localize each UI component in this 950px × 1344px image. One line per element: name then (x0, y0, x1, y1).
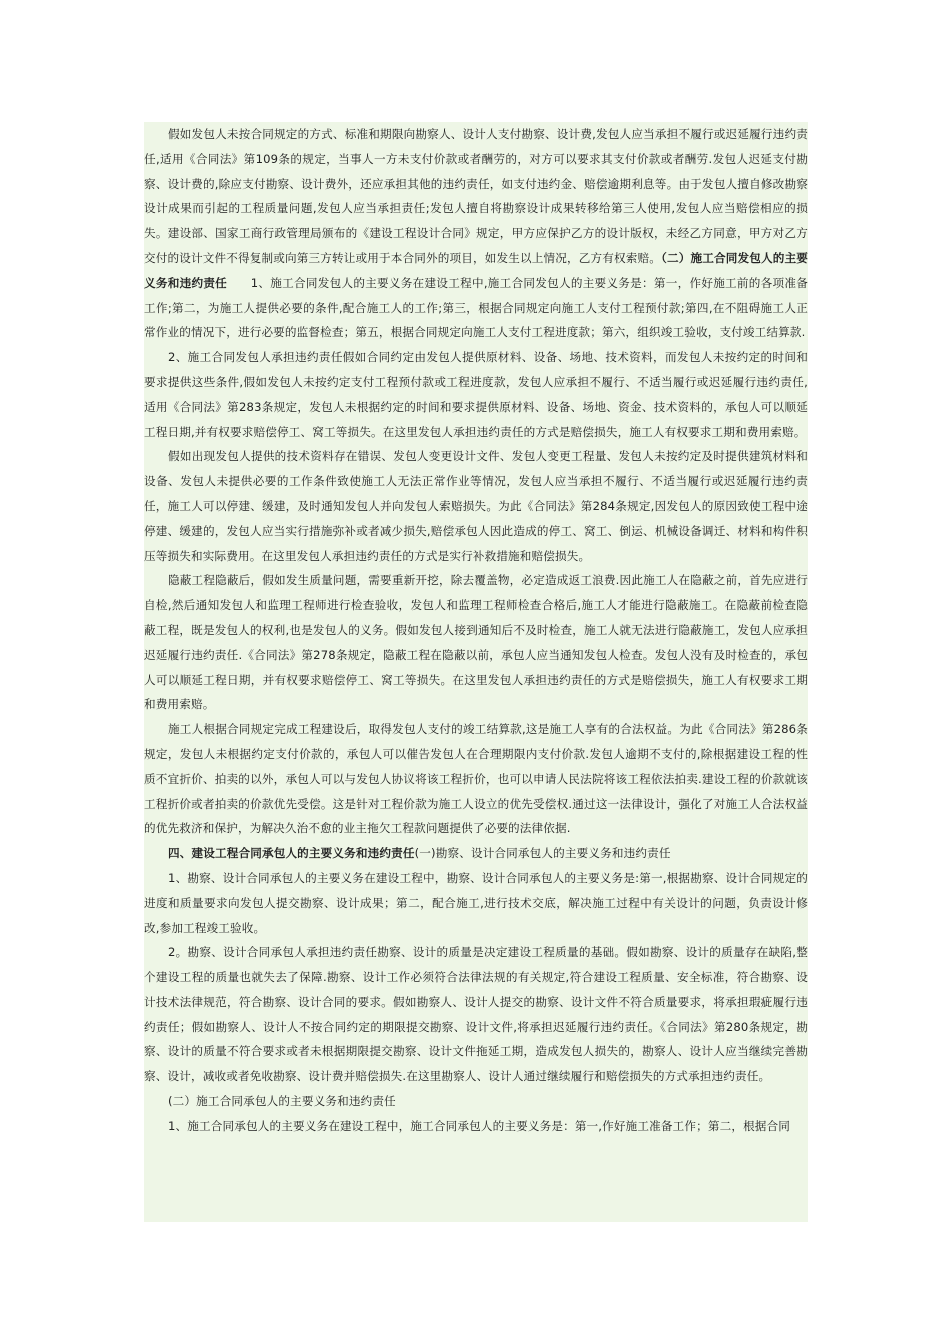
paragraph-text: 施工人根据合同规定完成工程建设后，取得发包人支付的竣工结算款,这是施工人享有的合法权益。为此《合同法》第286条规定，发包人未根据约定支付价款的，承包人可以催告发包人在合理期限内支付价款.发包人逾期不支付的,除根据建设工程的性质不宜折价、拍卖的以外，承包人可以与发包人协议将该工程折价，也可以申请人民法院将该工程依法拍卖.建设工程的价款就该工程折价或者拍卖的价款优先受偿。这是针对工程价款为施工人设立的优先受偿权.通过这一法律设计，强化了对施工人合法权益的优先救济和保护，为解决久治不愈的业主拖欠工程款问题提供了必要的法律依据. (144, 722, 808, 836)
paragraph-text: 隐蔽工程隐蔽后，假如发生质量问题，需要重新开挖，除去覆盖物，必定造成返工浪费.因此施工人在隐蔽之前，首先应进行自检,然后通知发包人和监理工程师进行检查验收，发包人和监理工程师检查合格后,施工人才能进行隐蔽施工。在隐蔽前检查隐蔽工程，既是发包人的权利,也是发包人的义务。假如发包人接到通知后不及时检查，施工人就无法进行隐蔽施工，发包人应承担迟延履行违约责任.《合同法》第278条规定，隐蔽工程在隐蔽以前，承包人应当通知发包人检查。发包人没有及时检查的，承包人可以顺延工程日期，并有权要求赔偿停工、窝工等损失。在这里发包人承担违约责任的方式是赔偿损失，施工人有权要求工期和费用索赔。 (144, 573, 808, 712)
paragraph-text: 2。勘察、设计合同承包人承担违约责任勘察、设计的质量是决定建设工程质量的基础。假如勘察、设计的质量存在缺陷,整个建设工程的质量也就失去了保障.勘察、设计工作必须符合法律法规的有关规定,符合建设工程质量、安全标准，符合勘察、设计技术法律规范，符合勘察、设计合同的要求。假如勘察人、设计人提交的勘察、设计文件不符合质量要求，将承担瑕疵履行违约责任；假如勘察人、设计人不按合同约定的期限提交勘察、设计文件,将承担迟延履行违约责任。《合同法》第280条规定，勘察、设计的质量不符合要求或者未根据期限提交勘察、设计文件拖延工期，造成发包人损失的，勘察人、设计人应当继续完善勘察、设计，减收或者免收勘察、设计费并赔偿损失.在这里勘察人、设计人通过继续履行和赔偿损失的方式承担违约责任。 (144, 945, 808, 1084)
paragraph-technical-data (144, 444, 808, 568)
paragraph-concealed-works (144, 568, 808, 717)
paragraph-text: 假如出现发包人提供的技术资料存在错误、发包人变更设计文件、发包人变更工程量、发包人未按约定及时提供建筑材料和设备、发包人未提供必要的工作条件致使施工人无法正常作业等情况，发包人应当承担不履行、不适当履行或迟延履行违约责任，施工人可以停建、缓建，及时通知发包人并向发包人索赔损失。为此《合同法》第284条规定,因发包人的原因致使工程中途停建、缓建的，发包人应当实行措施弥补或者减少损失,赔偿承包人因此造成的停工、窝工、倒运、机械设备调迁、材料和构件积压等损失和实际费用。在这里发包人承担违约责任的方式是实行补救措施和赔偿损失。 (144, 449, 808, 563)
paragraph-text: 假如发包人未按合同规定的方式、标准和期限向勘察人、设计人支付勘察、设计费,发包人应当承担不履行或迟延履行违约责任,适用《合同法》第109条的规定，当事人一方未支付价款或者酬劳的，对方可以要求其支付价款或者酬劳.发包人迟延支付勘察、设计费的,除应支付勘察、设计费外，还应承担其他的违约责任，如支付违约金、赔偿逾期利息等。由于发包人擅自修改勘察设计成果而引起的工程质量问题,发包人应当承担责任;发包人擅自将勘察设计成果转移给第三人使用,发包人应当赔偿相应的损失。建设部、国家工商行政管理局颁布的《建设工程设计合同》规定，甲方应保护乙方的设计版权，未经乙方同意，甲方对乙方交付的设计文件不得复制或向第三方转让或用于本合同外的项目，如发生以上情况，乙方有权索赔。 (144, 127, 808, 265)
paragraph-survey-payment (144, 122, 808, 345)
paragraph-text: 1、施工合同承包人的主要义务在建设工程中，施工合同承包人的主要义务是：第一,作好施工准备工作；第二，根据合同 (168, 1118, 791, 1133)
paragraph-text: (二）施工合同承包人的主要义务和违约责任 (168, 1094, 396, 1109)
document-body (144, 122, 808, 1222)
paragraph-section-four (144, 841, 808, 866)
paragraph-construction-obligations (144, 1114, 808, 1139)
paragraph-text: 2、施工合同发包人承担违约责任假如合同约定由发包人提供原材料、设备、场地、技术资料，而发包人未按约定的时间和要求提供这些条件,假如发包人未按约定支付工程预付款或工程进度款，发包人应承担不履行、不适当履行或迟延履行违约责任,适用《合同法》第283条规定，发包人未根据约定的时间和要求提供原材料、设备、场地、资金、技术资料的，承包人可以顺延工程日期,并有权要求赔偿停工、窝工等损失。在这里发包人承担违约责任的方式是赔偿损失，施工人有权要求工期和费用索赔。 (144, 350, 808, 439)
paragraph-survey-liability (144, 940, 808, 1089)
paragraph-text: 1、施工合同发包人的主要义务在建设工程中,施工合同发包人的主要义务是：第一，作好施工前的各项准备工作;第二，为施工人提供必要的条件,配合施工人的工作;第三，根据合同规定向施工人支付工程预付款;第四,在不阻碍施工人正常作业的情况下，进行必要的监督检查；第五，根据合同规定向施工人支付工程进度款；第六，组织竣工验收，支付竣工结算款. (144, 275, 808, 340)
paragraph-final-payment (144, 717, 808, 841)
paragraph-text: 1、勘察、设计合同承包人的主要义务在建设工程中，勘察、设计合同承包人的主要义务是:第一,根据勘察、设计合同规定的进度和质量要求向发包人提交勘察、设计成果；第二，配合施工,进行技术交底，解决施工过程中有关设计的问题，负责设计修改,参加工程竣工验收。 (144, 870, 808, 935)
paragraph-text: (一)勘察、设计合同承包人的主要义务和违约责任 (414, 846, 671, 861)
section-heading: （二）施工合同发包人的主要义务和违约责任 (144, 250, 808, 290)
paragraph-survey-obligations (144, 866, 808, 940)
section-heading: 四、建设工程合同承包人的主要义务和违约责任 (168, 846, 415, 861)
paragraph-contractor-liability (144, 345, 808, 444)
paragraph-subheading (144, 1089, 808, 1114)
